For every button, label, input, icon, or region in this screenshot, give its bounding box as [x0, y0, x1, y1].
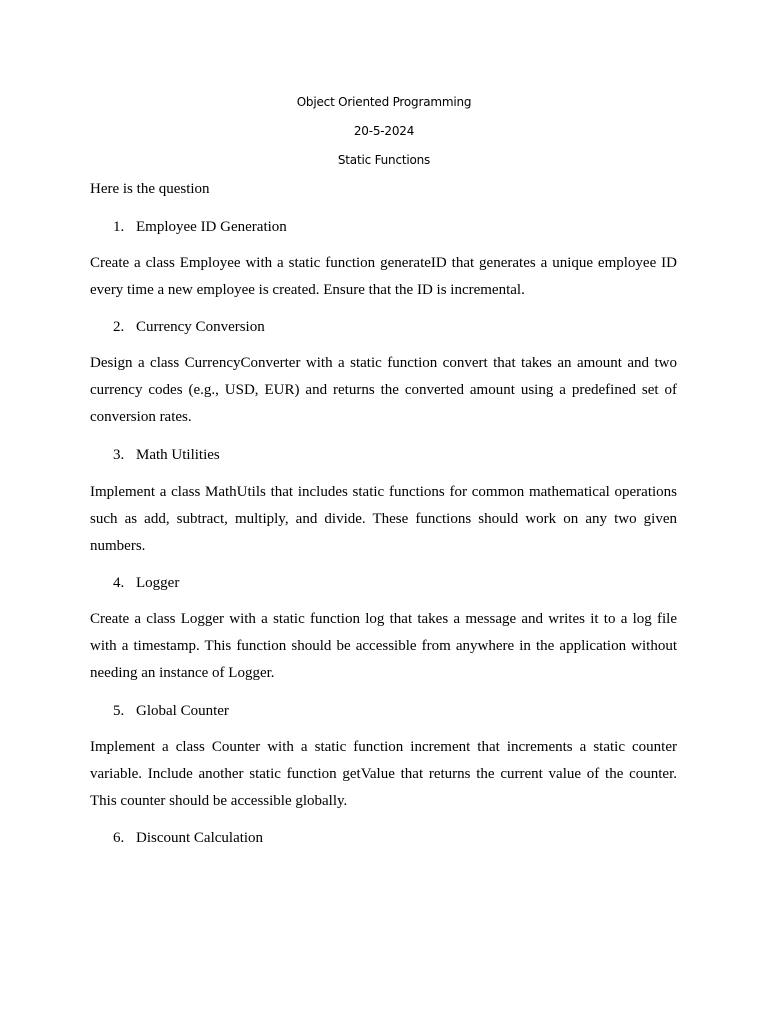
question-number: 5. [113, 703, 125, 719]
document-date: 20-5-2024 [353, 124, 415, 138]
document-topic: Static Functions [337, 153, 431, 167]
course-title: Object Oriented Programming [296, 95, 472, 109]
question-description: Create a class Logger with a static function log that takes a message and writes it to a log file with a timestamp. This function should be accessible from anywhere in the application without needing an instance of Logger. [90, 611, 677, 681]
question-number: 3. [113, 447, 125, 463]
question-number: 6. [113, 830, 125, 846]
question-description: Implement a class Counter with a static function increment that increments a static counter variable. Include another static function getValue that returns the current value of the counter. This counter should be accessible globally. [90, 739, 677, 809]
question-number: 4. [113, 575, 125, 591]
question-title: Global Counter [136, 703, 229, 719]
question-title: Discount Calculation [136, 830, 264, 846]
question-number: 2. [113, 319, 125, 335]
question-description: Create a class Employee with a static function generateID that generates a unique employee ID every time a new employee is created. Ensure that the ID is incremental. [90, 255, 677, 298]
intro-text: Here is the question [90, 181, 210, 197]
question-title: Logger [136, 575, 180, 591]
question-title: Math Utilities [136, 447, 220, 463]
question-title: Employee ID Generation [136, 219, 287, 235]
question-description: Design a class CurrencyConverter with a static function convert that takes an amount and two currency codes (e.g., USD, EUR) and returns the converted amount using a predefined set of conversion rates. [90, 355, 677, 425]
question-description: Implement a class MathUtils that includes static functions for common mathematical operations such as add, subtract, multiply, and divide. These functions should work on any two given numbers. [90, 484, 677, 554]
question-title: Currency Conversion [136, 319, 265, 335]
question-number: 1. [113, 219, 125, 235]
